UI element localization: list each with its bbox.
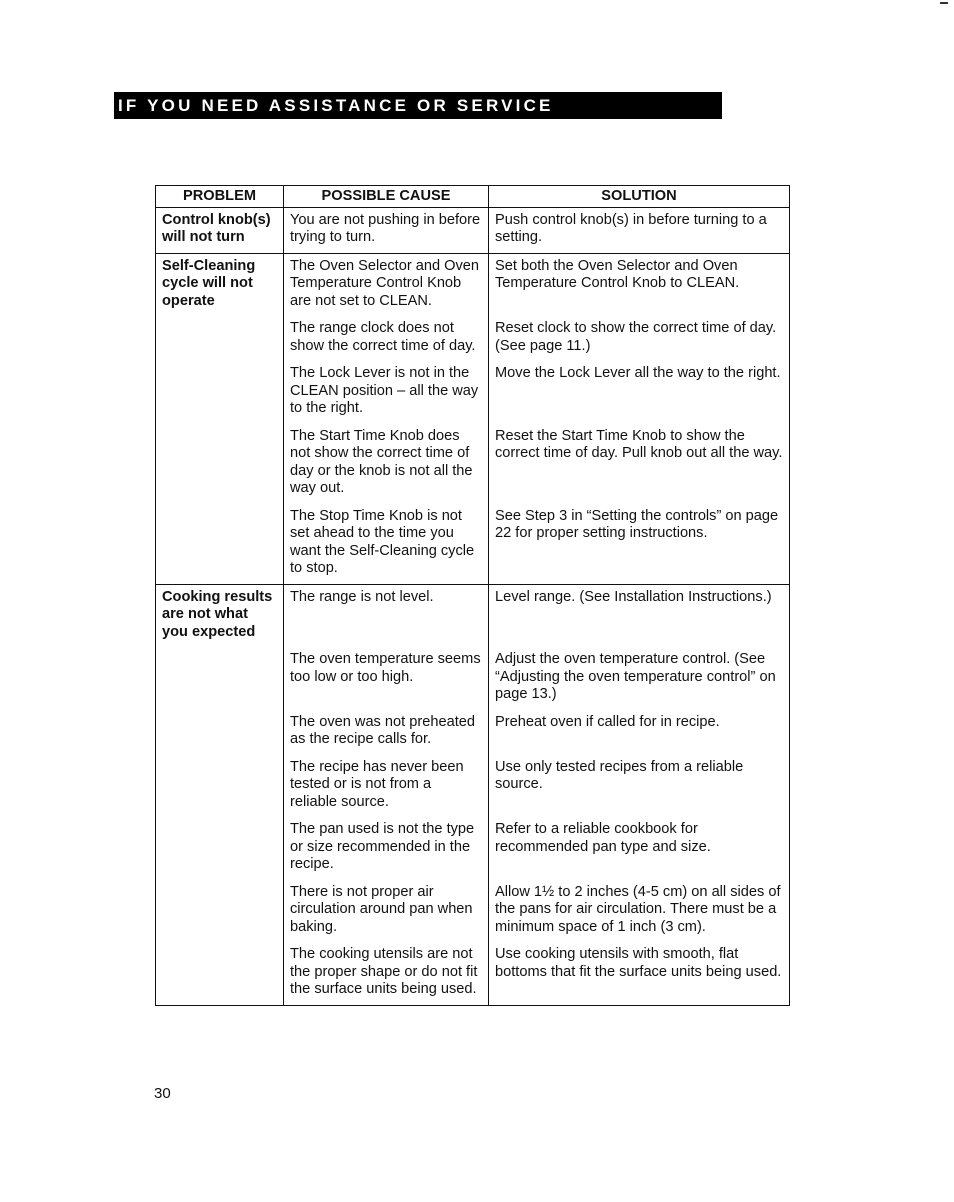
solution-cell: Use only tested recipes from a reliable source. (489, 755, 790, 818)
problem-cell (156, 710, 284, 755)
table-header-row (156, 186, 790, 208)
table-row (156, 361, 790, 424)
solution-cell: Preheat oven if called for in recipe. (489, 710, 790, 755)
solution-cell: Reset clock to show the correct time of day. (See page 11.) (489, 316, 790, 361)
table-row (156, 584, 790, 647)
table-row (156, 880, 790, 943)
solution-cell: Reset the Start Time Knob to show the correct time of day. Pull knob out all the way. (489, 424, 790, 504)
problem-cell (156, 942, 284, 1005)
cause-cell: There is not proper air circulation around pan when baking. (284, 880, 489, 943)
section-banner: IF YOU NEED ASSISTANCE OR SERVICE (114, 92, 722, 119)
solution-cell: Push control knob(s) in before turning to a setting. (489, 207, 790, 253)
cause-cell: The oven was not preheated as the recipe calls for. (284, 710, 489, 755)
column-header-solution: SOLUTION (489, 186, 790, 208)
solution-cell: Refer to a reliable cookbook for recommended pan type and size. (489, 817, 790, 880)
problem-cell: Cooking results are not what you expected (156, 584, 284, 647)
cause-cell: You are not pushing in before trying to turn. (284, 207, 489, 253)
corner-mark (940, 2, 948, 4)
cause-cell: The recipe has never been tested or is not from a reliable source. (284, 755, 489, 818)
cause-cell: The range is not level. (284, 584, 489, 647)
problem-cell (156, 817, 284, 880)
table-row (156, 207, 790, 253)
cause-cell: The Lock Lever is not in the CLEAN position – all the way to the right. (284, 361, 489, 424)
solution-cell: Adjust the oven temperature control. (See “Adjusting the oven temperature control” on page 13.) (489, 647, 790, 710)
page-number: 30 (154, 1085, 171, 1102)
problem-cell (156, 424, 284, 504)
cause-cell: The range clock does not show the correct time of day. (284, 316, 489, 361)
cause-cell: The cooking utensils are not the proper shape or do not fit the surface units being used. (284, 942, 489, 1005)
problem-cell: Self-Cleaning cycle will not operate (156, 253, 284, 316)
problem-cell (156, 647, 284, 710)
table-row (156, 316, 790, 361)
solution-cell: Move the Lock Lever all the way to the right. (489, 361, 790, 424)
problem-cell (156, 880, 284, 943)
table-row (156, 755, 790, 818)
problem-cell: Control knob(s) will not turn (156, 207, 284, 253)
column-header-problem: PROBLEM (156, 186, 284, 208)
table-row (156, 504, 790, 585)
cause-cell: The Start Time Knob does not show the correct time of day or the knob is not all the way out. (284, 424, 489, 504)
problem-cell (156, 316, 284, 361)
solution-cell: Set both the Oven Selector and Oven Temperature Control Knob to CLEAN. (489, 253, 790, 316)
problem-cell (156, 361, 284, 424)
solution-cell: Use cooking utensils with smooth, flat bottoms that fit the surface units being used. (489, 942, 790, 1005)
column-header-cause: POSSIBLE CAUSE (284, 186, 489, 208)
table-row (156, 710, 790, 755)
solution-cell: See Step 3 in “Setting the controls” on page 22 for proper setting instructions. (489, 504, 790, 585)
table-row (156, 424, 790, 504)
table-row (156, 647, 790, 710)
cause-cell: The oven temperature seems too low or too high. (284, 647, 489, 710)
cause-cell: The Stop Time Knob is not set ahead to the time you want the Self-Cleaning cycle to stop. (284, 504, 489, 585)
problem-cell (156, 755, 284, 818)
solution-cell: Allow 1½ to 2 inches (4-5 cm) on all sides of the pans for air circulation. There must be a minimum space of 1 inch (3 cm). (489, 880, 790, 943)
table-row (156, 817, 790, 880)
table-row (156, 942, 790, 1005)
troubleshooting-table (155, 185, 790, 1006)
cause-cell: The Oven Selector and Oven Temperature Control Knob are not set to CLEAN. (284, 253, 489, 316)
cause-cell: The pan used is not the type or size recommended in the recipe. (284, 817, 489, 880)
problem-cell (156, 504, 284, 585)
solution-cell: Level range. (See Installation Instructions.) (489, 584, 790, 647)
table-row (156, 253, 790, 316)
